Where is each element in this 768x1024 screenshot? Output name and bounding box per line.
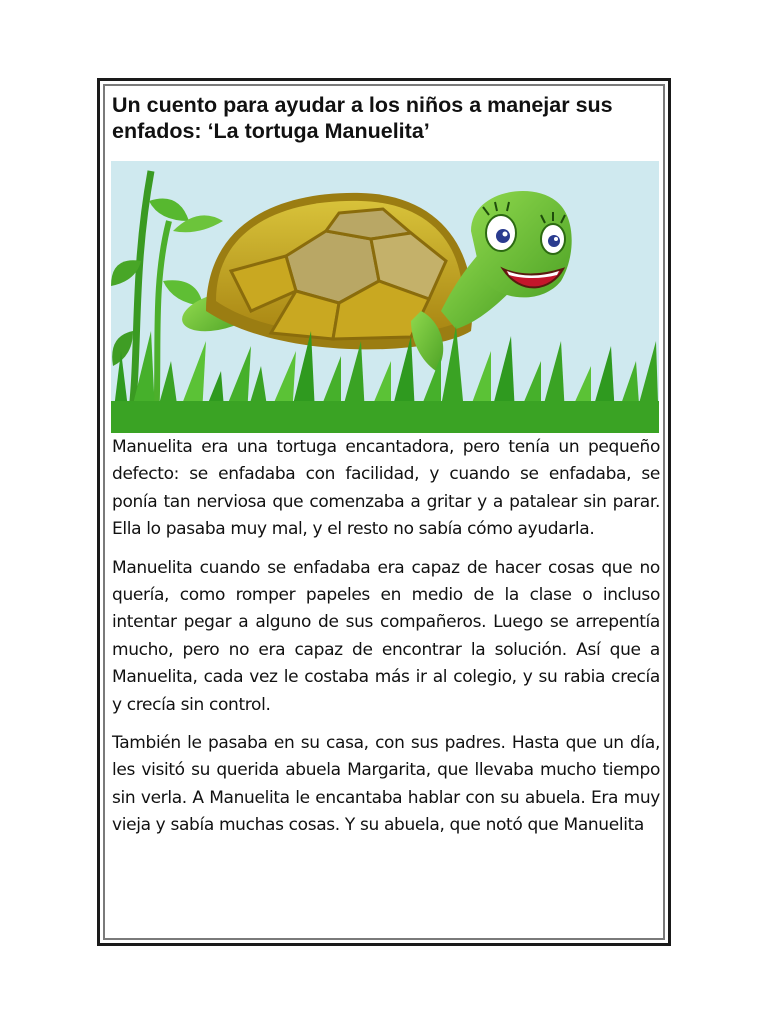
paragraph-2: Manuelita cuando se enfadaba era capaz de hacer cosas que no quería, como romper papeles en medio de la clase o incluso intentar pegar a alguno de sus compañeros. Luego se arrepentía mucho, pero no era capaz de encontrar la solución. Así que a Manuelita, cada vez le costaba más ir al colegio, y su rabia crecía y crecía sin control.	[112, 557, 660, 715]
turtle-illustration	[111, 161, 659, 433]
document-page	[103, 84, 665, 940]
document-frame	[97, 78, 671, 946]
paragraph-3: También le pasaba en su casa, con sus padres. Hasta que un día, les visitó su querida abuela Margarita, que llevaba mucho tiempo sin verla. A Manuelita le encantaba hablar con su abuela. Era muy vieja y sabía muchas cosas. Y su abuela, que notó que Manuelita	[112, 733, 660, 836]
article-body	[112, 434, 660, 851]
paragraph-1: Manuelita era una tortuga encantadora, pero tenía un pequeño defecto: se enfadaba con facilidad, y cuando se enfadaba, se ponía tan nerviosa que comenzaba a gritar y a patalear sin parar. Ella lo pasaba muy mal, y el resto no sabía cómo ayudarla.	[112, 437, 660, 540]
article-title: Un cuento para ayudar a los niños a manejar sus enfados: ‘La tortuga Manuelita’	[112, 93, 613, 143]
